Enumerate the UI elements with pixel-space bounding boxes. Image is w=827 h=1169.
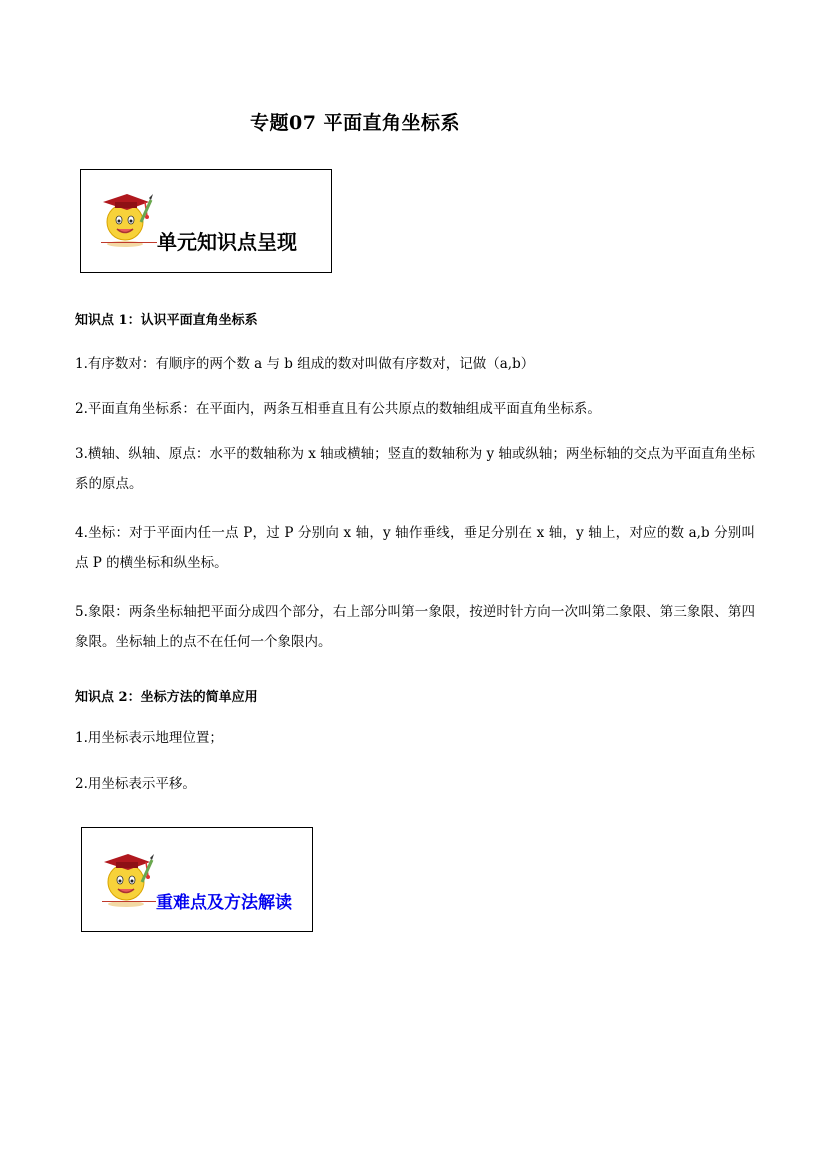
section-heading: 知识点 2：坐标方法的简单应用 (75, 690, 258, 705)
paragraph: 2.平面直角坐标系：在平面内，两条互相垂直且有公共原点的数轴组成平面直角坐标系。 (75, 401, 601, 417)
paragraph: 1.有序数对：有顺序的两个数 a 与 b 组成的数对叫做有序数对，记做（a,b） (75, 356, 535, 372)
paragraph: 4.坐标：对于平面内任一点 P，过 P 分别向 x 轴，y 轴作垂线，垂足分别在 x 轴，y 轴上，对应的数 a,b 分别叫点 P 的横坐标和纵坐标。 (75, 525, 755, 571)
accent-line (101, 242, 157, 243)
banner-title: 重难点及方法解读 (156, 893, 292, 913)
paragraph: 2.用坐标表示平移。 (75, 776, 196, 792)
accent-line (102, 901, 156, 902)
paragraph: 3.横轴、纵轴、原点：水平的数轴称为 x 轴或横轴；竖直的数轴称为 y 轴或纵轴；两坐标轴的交点为平面直角坐标系的原点。 (75, 446, 755, 492)
section-heading: 知识点 1：认识平面直角坐标系 (75, 313, 258, 328)
paragraph: 5.象限：两条坐标轴把平面分成四个部分，右上部分叫第一象限，按逆时针方向一次叫第二象限、第三象限、第四象限。坐标轴上的点不在任何一个象限内。 (75, 604, 755, 650)
section-banner-methods (81, 827, 313, 932)
page-title: 专题07 平面直角坐标系 (249, 112, 461, 134)
paragraph: 1.用坐标表示地理位置； (75, 730, 223, 746)
banner-title: 单元知识点呈现 (157, 230, 297, 254)
section-banner-knowledge (80, 169, 332, 273)
